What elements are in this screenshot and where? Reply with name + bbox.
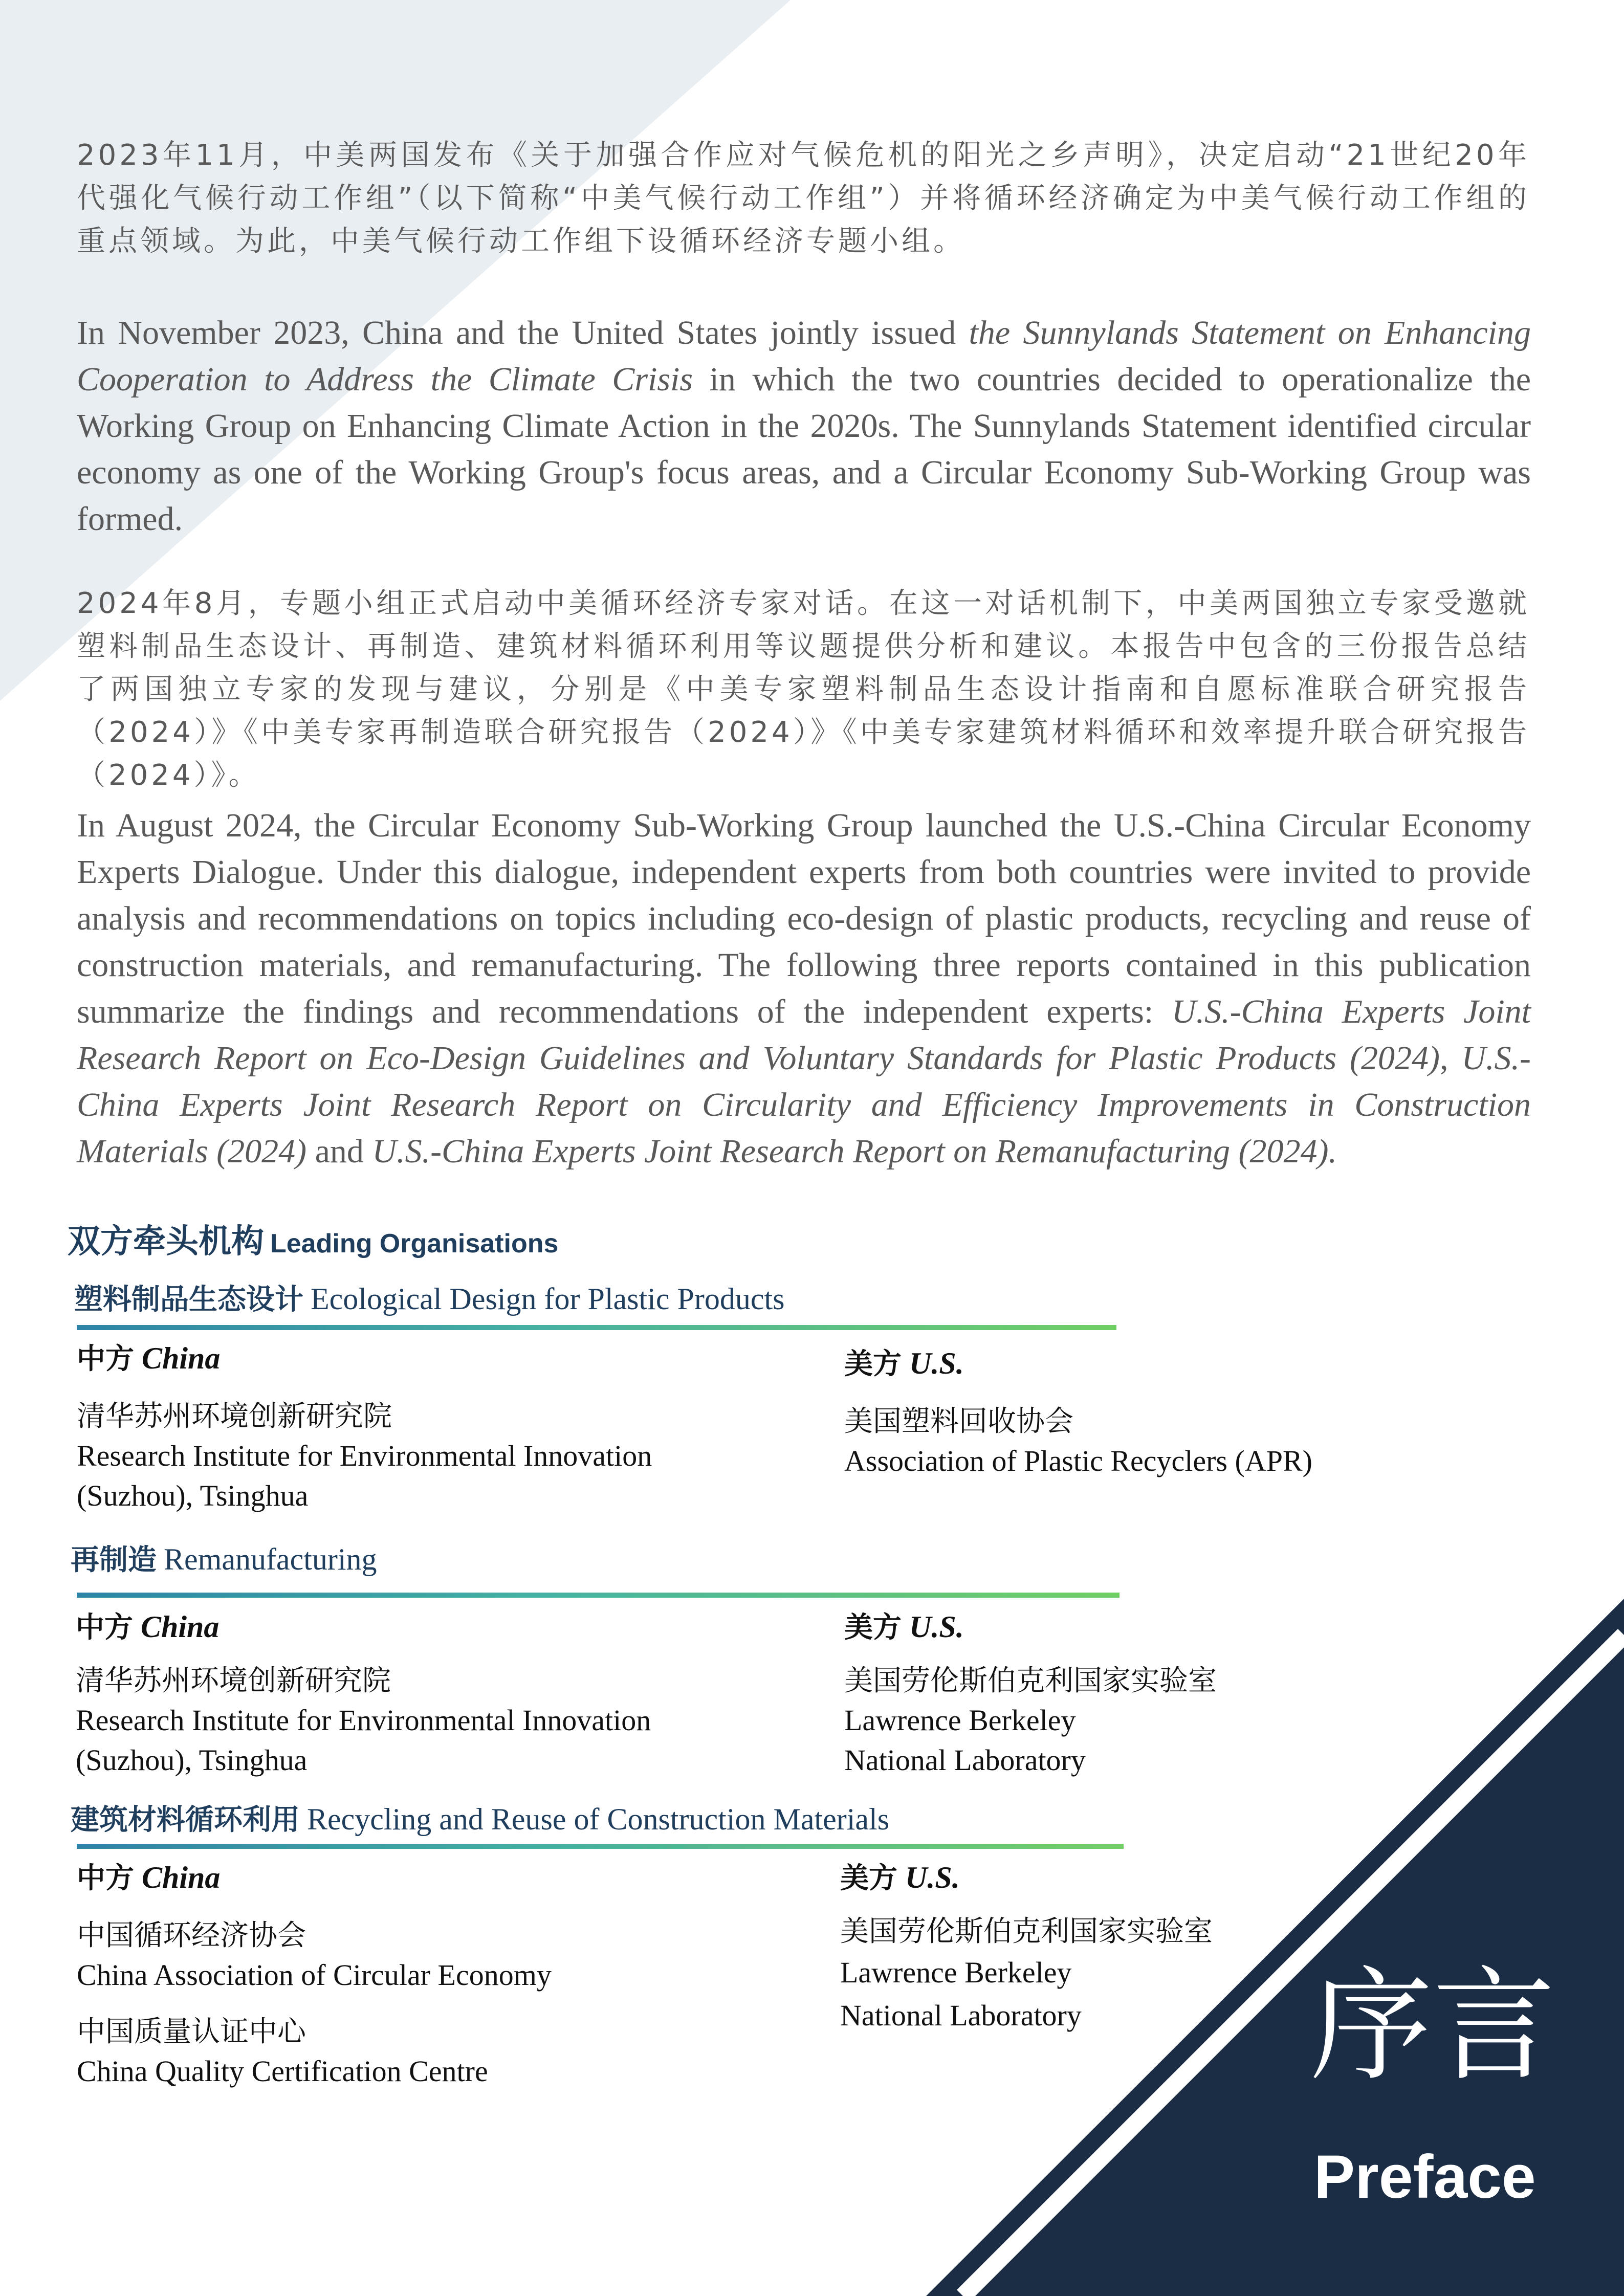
section-title-zh: 塑料制品生态设计 [74, 1283, 303, 1316]
section-title-zh: 再制造 [71, 1543, 157, 1577]
china-org-name-en-line-1: China Quality Certification Centre [77, 2055, 488, 2088]
us-org-name-en-line-1: Lawrence Berkeley [840, 1956, 1072, 1989]
section-construction-us-column [840, 1857, 1352, 2037]
report-title-plastics: U.S.-China Experts Joint Research Report on Eco-Design Guidelines and Voluntary Standards for Plastic Products (2024) [77, 993, 1531, 1077]
intro-paragraph-1-en [77, 310, 1531, 542]
us-side-label [844, 1343, 1509, 1385]
us-org-name-en-line-1: Lawrence Berkeley [844, 1704, 1076, 1737]
section-construction-rule [77, 1844, 1124, 1849]
us-org-name-en-line-2: National Laboratory [844, 1743, 1086, 1777]
china-label-en: China [142, 1861, 221, 1894]
section-remanufacturing-title [71, 1537, 377, 1578]
section-plastics-china-column [77, 1338, 814, 1516]
sunnylands-statement-title: the Sunnylands Statement on Enhancing Cooperation to Address the Climate Crisis [77, 314, 1531, 398]
section-title-en: Recycling and Reuse of Construction Materials [307, 1802, 890, 1836]
section-construction-china-column [77, 1857, 814, 2091]
china-label-zh: 中方 [77, 1342, 134, 1376]
intro-paragraph-2-zh: 2024年8月，专题小组正式启动中美循环经济专家对话。在这一对话机制下，中美两国独立专家受邀就塑料制品生态设计、再制造、建筑材料循环利用等议题提供分析和建议。本报告中包含的三份报告总结了两国独立专家的发现与建议，分别是《中美专家塑料制品生态设计指南和自愿标准联合研究报告（2024）》《中美专家再制造联合研究报告（2024）》《中美专家建筑材料循环和效率提升联合研究报告（2024）》。 [77, 587, 1530, 792]
us-side-label [844, 1606, 1509, 1648]
intro-paragraph-1-zh: 2023年11月，中美两国发布《关于加强合作应对气候危机的阳光之乡声明》，决定启动“21世纪20年代强化气候行动工作组”（以下简称“中美气候行动工作组”）并将循环经济确定为中美气候行动工作组的重点领域。为此，中美气候行动工作组下设循环经济专题小组。 [77, 139, 1530, 258]
us-label-en: U.S. [909, 1346, 964, 1380]
us-org-name-zh: 美国劳伦斯伯克利国家实验室 [840, 1915, 1213, 1948]
section-remanufacturing-us-column [844, 1606, 1509, 1780]
intro-paragraph-1-en-text-a: In November 2023, China and the United States jointly issued [77, 314, 969, 351]
us-org-name-zh: 美国劳伦斯伯克利国家实验室 [844, 1664, 1217, 1697]
report-title-separator-2: and [306, 1133, 372, 1170]
us-org-name-en-line-2: National Laboratory [840, 1999, 1082, 2032]
intro-paragraph-2-en [77, 802, 1531, 1175]
china-label-zh: 中方 [77, 1862, 134, 1895]
section-plastics-us-column [844, 1343, 1509, 1481]
us-label-zh: 美方 [844, 1348, 902, 1381]
intro-paragraph-2-en-text-a: In August 2024, the Circular Economy Sub-Working Group launched the U.S.-China Circular Economy Experts Dialogue. Under this dialogue, independent experts from both countries were invited to provide analysis and recommendations on topics including eco-design of plastic products, recycling and reuse of construction materials, and remanufacturing. The following three reports contained in this publication summarize the findings and recommendations of the independent experts: [77, 807, 1531, 1030]
china-label-en: China [142, 1341, 221, 1375]
china-side-label [77, 1857, 814, 1899]
section-title-en: Remanufacturing [164, 1542, 377, 1576]
china-org-name-en-line-1: China Association of Circular Economy [77, 1958, 552, 1992]
section-plastics-title [74, 1277, 784, 1318]
section-title-zh: 建筑材料循环利用 [71, 1803, 300, 1837]
section-remanufacturing-china-column [76, 1606, 813, 1780]
us-label-en: U.S. [905, 1861, 960, 1894]
china-label-zh: 中方 [76, 1611, 133, 1644]
section-construction-title [71, 1797, 889, 1838]
section-remanufacturing-rule [77, 1593, 1120, 1598]
china-org-name-en-line-2: (Suzhou), Tsinghua [77, 1479, 309, 1512]
report-title-construction: U.S.-China Experts Joint Research Report on Circularity and Efficiency Improvements in Construction Materials (2024) [77, 1040, 1531, 1170]
preface-title-zh: 序言 [1310, 1954, 1556, 2098]
us-side-label [840, 1857, 1352, 1899]
china-side-label [76, 1606, 813, 1648]
china-org-name-zh: 清华苏州环境创新研究院 [77, 1400, 392, 1433]
china-org-name-zh: 中国循环经济协会 [77, 1919, 306, 1952]
us-org-name-zh: 美国塑料回收协会 [844, 1405, 1073, 1438]
china-org-name-en-line-2: (Suzhou), Tsinghua [76, 1743, 308, 1777]
us-org-name-en-line-1: Association of Plastic Recyclers (APR) [844, 1444, 1312, 1477]
preface-title-en: Preface [1314, 2143, 1536, 2211]
leading-organisations-heading [68, 1215, 558, 1262]
leading-organisations-title-zh: 双方牵头机构 [68, 1223, 264, 1261]
china-org-name-en-line-1: Research Institute for Environmental Innovation [77, 1439, 652, 1472]
china-org-name-en-line-1: Research Institute for Environmental Innovation [76, 1704, 651, 1737]
us-label-en: U.S. [909, 1610, 964, 1644]
us-label-zh: 美方 [844, 1611, 902, 1644]
leading-organisations-title-en: Leading Organisations [270, 1229, 559, 1259]
intro-paragraph-1-en-text-b: in which the two countries decided to operationalize the Working Group on Enhancing Climate Action in the 2020s. The Sunnylands Statement identified circular economy as one of the Working Group's focus areas, and a Circular Economy Sub-Working Group was formed. [77, 361, 1531, 538]
china-side-label [77, 1338, 814, 1380]
report-title-remanufacturing: U.S.-China Experts Joint Research Report on Remanufacturing (2024). [372, 1133, 1337, 1170]
china-org-name-zh: 中国质量认证中心 [77, 2015, 306, 2048]
us-label-zh: 美方 [840, 1862, 897, 1895]
china-label-en: China [141, 1610, 220, 1644]
section-plastics-rule [77, 1325, 1116, 1330]
report-title-separator-1: , [1439, 1040, 1462, 1077]
section-title-en: Ecological Design for Plastic Products [311, 1282, 785, 1316]
china-org-name-zh: 清华苏州环境创新研究院 [76, 1664, 391, 1697]
